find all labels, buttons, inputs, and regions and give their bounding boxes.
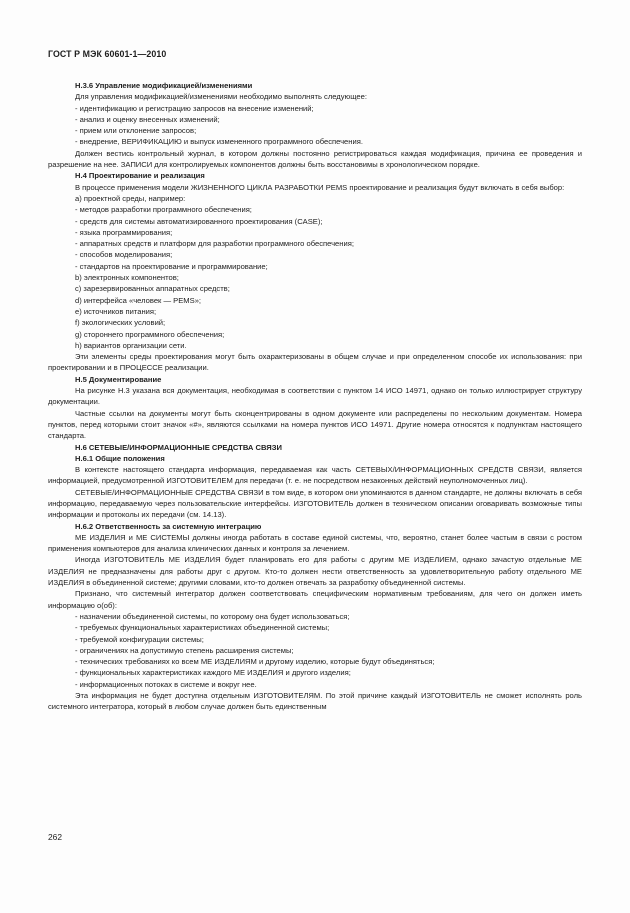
list-item: - прием или отклонение запросов; <box>75 126 197 136</box>
list-item: - стандартов на проектирование и программирование; <box>75 261 268 271</box>
list-item: b) электронных компонентов; <box>75 273 179 283</box>
paragraph: Должен вестись контрольный журнал, в котором должны постоянно регистрироваться каждая модификация, причина ее проведения и разрешение на нее. ЗАПИСИ для контролируемых компонентов должны быть восстановимы в хронологическом порядке. <box>48 148 582 170</box>
list-item: а) проектной среды, например: <box>75 193 186 203</box>
section-heading: Н.6.1 Общие положения <box>75 453 165 463</box>
section-heading: Н.6.2 Ответственность за системную интеграцию <box>75 521 262 531</box>
paragraph: В контексте настоящего стандарта информация, передаваемая как часть СЕТЕВЫХ/ИНФОРМАЦИОННЫХ СРЕДСТВ СВЯЗИ, является информацией, предусмотренной ИЗГОТОВИТЕЛЕМ для передачи (т. е. не посредством незаконных действий неуполномоченных лиц). <box>48 465 582 486</box>
list-item: - функциональных характеристиках каждого МЕ ИЗДЕЛИЯ и другого изделия; <box>75 668 351 678</box>
list-item: - требуемых функциональных характеристиках объединенной системы; <box>75 623 330 633</box>
page-number: 262 <box>48 832 62 842</box>
list-item: g) стороннего программного обеспечения; <box>75 329 225 339</box>
paragraph: Эта информация не будет доступна отдельным ИЗГОТОВИТЕЛЯМ. По этой причине каждый ИЗГОТОВИТЕЛЬ не сможет исполнять роль системного интегратора, который в любом случае должен быть единственным <box>48 691 582 712</box>
list-item: d) интерфейса «человек — PEMS»; <box>75 295 202 305</box>
section-heading: Н.3.6 Управление модификацией/изменениями <box>75 81 253 90</box>
paragraph: МЕ ИЗДЕЛИЯ и МЕ СИСТЕМЫ должны иногда работать в составе единой системы, что, вероятно, станет более частым в связи с ростом применения компьютеров для анализа клинических данных и контроля за лечением. <box>48 532 582 554</box>
list-item: f) экологических условий; <box>75 318 166 328</box>
list-item: с) зарезервированных аппаратных средств; <box>75 284 230 294</box>
list-item: - средств для системы автоматизированного проектирования (CASE); <box>75 216 323 226</box>
paragraph: В процессе применения модели ЖИЗНЕННОГО ЦИКЛА РАЗРАБОТКИ PEMS проектирование и реализация будут включать в себя выбор: <box>75 182 565 192</box>
document-body <box>48 80 582 713</box>
section-heading: Н.6 СЕТЕВЫЕ/ИНФОРМАЦИОННЫЕ СРЕДСТВА СВЯЗИ <box>75 442 282 452</box>
list-item: - способов моделирования; <box>75 250 173 260</box>
list-item: - информационных потоках в системе и вокруг нее. <box>75 679 257 689</box>
list-item: - языка программирования; <box>75 227 173 237</box>
section-heading: Н.5 Документирование <box>75 374 162 384</box>
list-item: - идентификацию и регистрацию запросов на внесение изменений; <box>75 103 314 113</box>
list-item: е) источников питания; <box>75 306 157 316</box>
paragraph: Признано, что системный интегратор должен соответствовать специфическим нормативным требованиям, для чего он должен иметь информацию о(об): <box>48 589 582 610</box>
list-item: - анализ и оценку внесенных изменений; <box>75 114 220 124</box>
paragraph: На рисунке Н.3 указана вся документация, необходимая в соответствии с пунктом 14 ИСО 14971, однако он только иллюстрирует структуру документации. <box>48 386 582 407</box>
paragraph: Для управления модификацией/изменениями необходимо выполнять следующее: <box>75 92 367 102</box>
list-item: - методов разработки программного обеспечения; <box>75 205 252 215</box>
section-heading: Н.4 Проектирование и реализация <box>75 171 205 181</box>
paragraph: Эти элементы среды проектирования могут быть охарактеризованы в общем случае и при определенном способе их использования: при проектировании и в ПРОЦЕССЕ реализации. <box>48 352 582 373</box>
list-item: - технических требованиях ко всем МЕ ИЗДЕЛИЯМ и другому изделию, которые будут объединяться; <box>75 657 435 667</box>
list-item: - требуемой конфигурации системы; <box>75 634 204 644</box>
paragraph: Иногда ИЗГОТОВИТЕЛЬ МЕ ИЗДЕЛИЯ будет планировать его для работы с другим МЕ ИЗДЕЛИЕМ, однако зачастую отдельные МЕ ИЗДЕЛИЯ не предназначены для работы друг с другом. Кто-то должен нести ответственность за удовлетворительную работу отдельного МЕ ИЗДЕЛИЯ в объединенной системе; другими словами, кто-то должен отвечать за разработку объединенной системы. <box>48 555 582 588</box>
document-header: ГОСТ Р МЭК 60601-1—2010 <box>48 49 167 59</box>
paragraph: СЕТЕВЫЕ/ИНФОРМАЦИОННЫЕ СРЕДСТВА СВЯЗИ в том виде, в котором они упоминаются в данном стандарте, не должны включать в себя информацию, передаваемую через пользовательские интерфейсы. ИЗГОТОВИТЕЛЬ должен в техническом описании оговаривать возможные типы информации и протоколы их передачи (см. 14.13). <box>48 487 582 520</box>
list-item: - внедрение, ВЕРИФИКАЦИЮ и выпуск измененного программного обеспечения. <box>75 137 363 147</box>
list-item: h) вариантов организации сети. <box>75 340 187 350</box>
list-item: - ограничениях на допустимую степень расширения системы; <box>75 645 294 655</box>
list-item: - назначении объединенной системы, по которому она будет использоваться; <box>75 611 350 621</box>
paragraph: Частные ссылки на документы могут быть сконцентрированы в одном документе или распределены по нескольким документам. Номера пунктов, перед которыми стоит значок «#», являются ссылками на номера пунктов ИСО 14971. Другие номера относятся к подпунктам настоящего стандарта. <box>48 408 582 441</box>
list-item: - аппаратных средств и платформ для разработки программного обеспечения; <box>75 239 354 249</box>
